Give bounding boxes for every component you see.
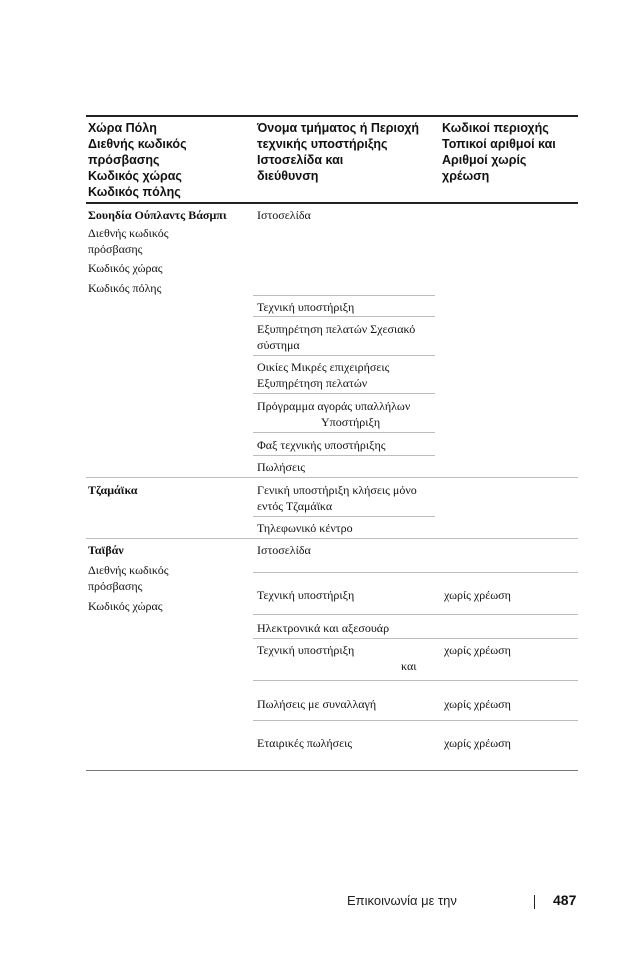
service-home-small-business: Οικίες Μικρές επιχειρήσεις bbox=[257, 360, 390, 374]
row-separator bbox=[253, 720, 578, 721]
header-line: Χώρα Πόλη bbox=[88, 121, 157, 135]
service-tech-fax: Φαξ τεχνικής υποστήριξης bbox=[257, 438, 386, 452]
service-number: χωρίς χρέωση bbox=[444, 588, 511, 602]
service-extra-text: και bbox=[401, 659, 417, 673]
row-separator bbox=[253, 455, 435, 456]
service-general-support-cont: εντός Τζαμάϊκα bbox=[257, 499, 333, 513]
service-general-support: Γενική υποστήριξη κλήσεις μόνο bbox=[257, 483, 417, 497]
footer-section-title: Επικοινωνία με την bbox=[347, 893, 457, 908]
service-number: χωρίς χρέωση bbox=[444, 643, 511, 657]
country-label: Διεθνής κωδικός bbox=[88, 563, 169, 577]
table-top-rule bbox=[86, 115, 578, 117]
service-home-small-business-cont: Εξυπηρέτηση πελατών bbox=[257, 376, 368, 390]
service-number: χωρίς χρέωση bbox=[444, 697, 511, 711]
header-code-column bbox=[442, 120, 556, 184]
header-line: Ιστοσελίδα και bbox=[257, 153, 344, 167]
country-label: Κωδικός χώρας bbox=[88, 599, 163, 613]
header-line: πρόσβασης bbox=[88, 153, 160, 167]
country-name-sweden: Σουηδία Ούπλαντς Βάσμπι bbox=[88, 208, 227, 222]
service-transaction-sales: Πωλήσεις με συναλλαγή bbox=[257, 697, 377, 711]
service-sales: Πωλήσεις bbox=[257, 460, 306, 474]
footer-divider bbox=[534, 895, 535, 909]
country-name-taiwan: Ταϊβάν bbox=[88, 543, 124, 557]
header-line: διεύθυνση bbox=[257, 169, 319, 183]
row-separator bbox=[253, 316, 435, 317]
service-employee-purchase-cont: Υποστήριξη bbox=[321, 415, 381, 429]
service-number: χωρίς χρέωση bbox=[444, 736, 511, 750]
country-separator bbox=[86, 477, 578, 478]
header-line: Όνομα τμήματος ή Περιοχή bbox=[257, 121, 420, 135]
service-website: Ιστοσελίδα bbox=[257, 543, 311, 557]
country-label: πρόσβασης bbox=[88, 579, 143, 593]
service-tech-support: Τεχνική υποστήριξη bbox=[257, 300, 355, 314]
row-separator bbox=[253, 638, 578, 639]
row-separator bbox=[253, 432, 435, 433]
header-line: Κωδικός χώρας bbox=[88, 169, 182, 183]
header-service-column bbox=[257, 120, 419, 184]
row-separator bbox=[253, 516, 435, 517]
header-line: Αριθμοί χωρίς bbox=[442, 153, 527, 167]
row-separator bbox=[253, 355, 435, 356]
service-customer-care-cont: σύστημα bbox=[257, 338, 300, 352]
header-line: Κωδικοί περιοχής bbox=[442, 121, 549, 135]
country-label: Κωδικός πόλης bbox=[88, 281, 162, 295]
service-tech-support: Τεχνική υποστήριξη bbox=[257, 588, 355, 602]
country-label: Κωδικός χώρας bbox=[88, 261, 163, 275]
country-label: Διεθνής κωδικός bbox=[88, 226, 169, 240]
country-name-jamaica: Τζαμάϊκα bbox=[88, 483, 138, 497]
service-website: Ιστοσελίδα bbox=[257, 208, 311, 222]
header-line: τεχνικής υποστήριξης bbox=[257, 137, 388, 151]
row-separator bbox=[253, 680, 578, 681]
row-separator bbox=[253, 295, 435, 296]
header-line: χρέωση bbox=[442, 169, 490, 183]
service-electronics: Ηλεκτρονικά και αξεσουάρ bbox=[257, 621, 390, 635]
service-tech-support: Τεχνική υποστήριξη bbox=[257, 643, 355, 657]
header-line: Κωδικός πόλης bbox=[88, 185, 181, 199]
country-label: πρόσβασης bbox=[88, 242, 143, 256]
country-separator bbox=[86, 538, 578, 539]
page-number: 487 bbox=[553, 892, 577, 908]
row-separator bbox=[253, 572, 578, 573]
service-employee-purchase: Πρόγραμμα αγοράς υπαλλήλων bbox=[257, 399, 411, 413]
service-call-center: Τηλεφωνικό κέντρο bbox=[257, 521, 353, 535]
header-country-column bbox=[88, 120, 187, 200]
table-bottom-rule bbox=[86, 770, 578, 771]
header-line: Διεθνής κωδικός bbox=[88, 137, 187, 151]
row-separator bbox=[253, 393, 435, 394]
service-corporate-sales: Εταιρικές πωλήσεις bbox=[257, 736, 353, 750]
service-customer-care: Εξυπηρέτηση πελατών Σχεσιακό bbox=[257, 322, 416, 336]
row-separator bbox=[253, 614, 578, 615]
header-line: Τοπικοί αριθμοί και bbox=[442, 137, 556, 151]
table-header-rule bbox=[86, 202, 578, 204]
